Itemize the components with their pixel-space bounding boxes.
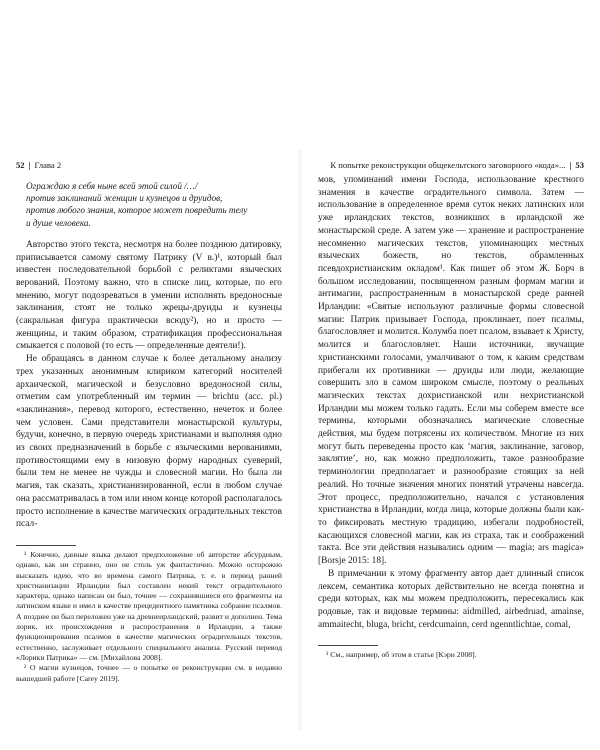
paragraph: В примечании к этому фрагменту автор дает длинный список лексем, семантика которых действительно не всегда понятна и среди которых, как мы можем предположить, пересекались как родовые, так и видовые термины: aidmilled, airbedruad, amainse, ammaitecht, bluga, bricht, cerdcumainn, cerd ngenntlichtae, comal, (318, 568, 584, 630)
right-body-text (318, 174, 584, 631)
footnote: ² О магии кузнецов, точнее — о попытке ее реконструкции см. в недавно вышедшей работе [Carey 2019]. (16, 663, 282, 683)
verse-line: против заклинаний женщин и кузнецов и друидов, (26, 193, 223, 204)
paragraph: мов, упоминаний имени Господа, использование крестного знамения в качестве оградительного символа. Затем — использование в определенное время суток неких латинских или уже ирландских текстов, возникших в ирландской же монастырской среде. А затем уже — хранение и распространение несомненно магических текстов, упоминающих местных языческих божеств, но текстов, обрамленных псевдохристианским окладом¹. Как пишет об этом Ж. Борч в большом исследовании, посвященном разным формам магии и антимагии, распространенным в монастырской среде ранней Ирландии: «Святые используют различные формы словесной магии: Патрик призывает Господа, проклинает, поет псалмы, благословляет и молится. Колумба поет псалом, взывает к Христу, молится и благословляет. Наши источники, звучащие христианскими голосами, умалчивают о том, к каким средствам прибегали их противники — друиды или люди, желающие совершить зло в самом широком смысле, поэтому о реальных магических текстах дохристианской или нехристианской Ирландии мы можем только гадать. Если мы соберем вместе все термины, которыми обозначались магические словесные действия, мы будем потрясены их количеством. Многие из них могут быть переведены просто как ‘магия, заклинание, заговор, заклятие’, но, как можно предположить, такое разнообразие терминологии предполагает и разнообразие стоящих за ней реалий. Но точные значения многих понятий утрачены навсегда. Этот процесс, предположительно, начался с установления христианства в Ирландии, когда лица, которые должны были как-то фиксировать местную традицию, избегали подробностей, касающихся словесной магии, как из страха, так и соображений такта. Все эти действия назывались одним — magia; ars magica» [Borsje 2015: 18]. (318, 175, 584, 567)
left-chapter-title: Глава 2 (34, 160, 62, 170)
left-body-text (16, 239, 282, 531)
paragraph: Не обращаясь в данном случае к более детальному анализу трех указанных анонимным клириком категорий носителей архаической, магической и безусловно вредоносной силы, отметим сам употребленный им термин — brichtu (acc. pl.) «заклинания», перевод которого, естественно, нечеток и более чем условен. Сами представители монастырской культуры, будучи, конечно, в первую очередь христианами и выполняя одно из своих предназначений в борьбе с языческими верованиями, противостоящими ему в низовую форму народных суеверий, были тем не менее не чужды и словесной магии. Но была ли магия, так сказать, христианизированной, если в любом случае она рассматривалась в том или ином конце которой располагалось просто исполнение в качестве магических оградительных текстов псал- (16, 354, 282, 530)
right-header-separator: | (569, 160, 572, 170)
left-page (16, 160, 282, 720)
right-page-number: 53 (575, 160, 584, 170)
right-running-header (318, 160, 584, 174)
footnote: ¹ См., например, об этом в статье [Кэри 2008]. (326, 650, 477, 660)
left-header-separator: | (28, 160, 31, 170)
right-running-title: К попытке реконструкции общекельтского заговорного «кода»... (330, 160, 566, 170)
verse-line: и душе человека. (26, 217, 91, 228)
footnote-rule (16, 545, 76, 546)
verse-quote (26, 180, 282, 229)
verse-line: Ограждаю я себя ныне всей этой силой /…/ (26, 181, 198, 191)
right-page (318, 160, 584, 720)
verse-line: против любого знания, которое может повредить телу (26, 205, 248, 216)
book-gutter (298, 150, 302, 730)
footnote-rule (318, 645, 378, 646)
paragraph: Авторство этого текста, несмотря на более позднюю датировку, приписывается самому святому Патрику (V в.)¹, который был известен последовательной борьбой с реликтами языческих верований. Поэтому важно, что в списке лиц, которые, по его мнению, могут подозреваться в умении исполнять вредоносные заклинания, стоят не только жрецы-друиды и кузнецы (сакральная фигура практически всюду²), но и просто — женщины, и таким образом, стратификация профессиональная смыкается с половой (то есть — определенные деятели!). (16, 239, 282, 352)
footnote: ¹ Конечно, данные языка делают предположение об авторстве абсурдным, однако, как ни странно, оно не столь уж фантастично. Можно осторожно высказать идею, что во времена самого Патрика, т. е. в период ранней христианизации Ирландии был составлен некий текст оградительного характера, однако написан он был, точнее — сохранившиеся его фрагменты на латинском языке и имел в качестве прецедентного памятника собрание псалмов. А позднее он был переложен уже на древнеирландский, развит и дополнен. Тема лорик, их происхождения и распространения в Ирландии, а также функционирования псалмов в качестве магических оградительных текстов, естественно, заслуживает отдельного специального анализа. Русский перевод «Лорики Патрика» — см. [Михайлова 2008]. (16, 549, 282, 662)
left-page-number: 52 (16, 160, 25, 170)
left-running-header (16, 160, 282, 174)
